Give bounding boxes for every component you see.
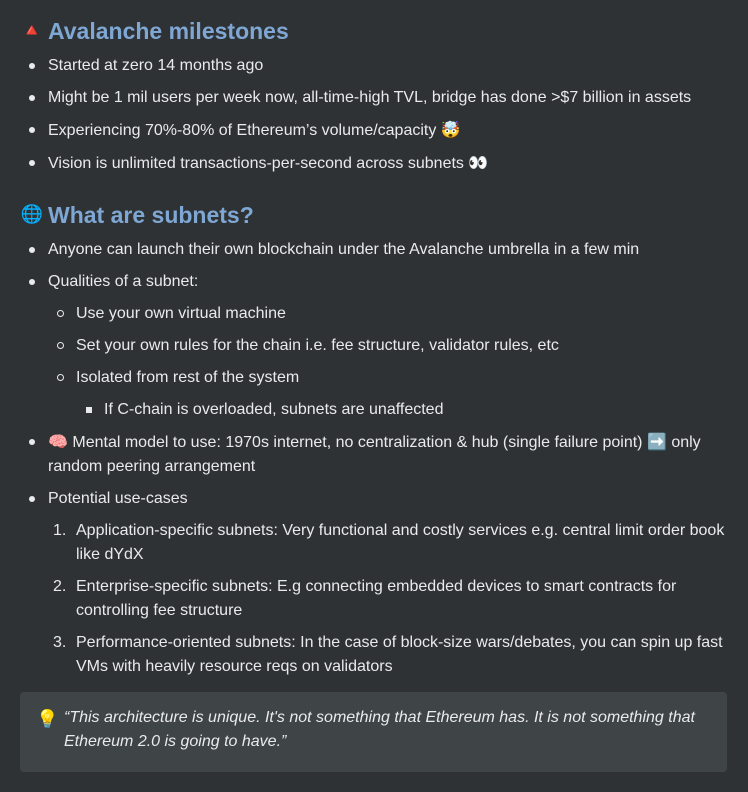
list-item-text: If C-chain is overloaded, subnets are unaffected	[104, 401, 444, 418]
use-cases-list	[48, 519, 728, 679]
bullet-circle	[57, 310, 64, 317]
list-item-text: Vision is unlimited transactions-per-second across subnets	[48, 155, 464, 172]
list-item-text: Performance-oriented subnets: In the case of block-size wars/debates, you can spin up fast VMs with heavily resource reqs on validators	[76, 634, 723, 675]
bullet-square	[86, 407, 92, 413]
list-item	[48, 519, 728, 567]
eyes-icon: 👀	[468, 153, 489, 172]
bullet-disc	[29, 247, 35, 253]
list-item-text: Potential use-cases	[48, 490, 188, 507]
list-item-text: Anyone can launch their own blockchain under the Avalanche umbrella in a few min	[48, 241, 640, 258]
list-item-text: Started at zero 14 months ago	[48, 57, 264, 74]
section-heading-milestones-text: Avalanche milestones	[48, 18, 289, 44]
right-arrow-icon: ➡️	[646, 432, 667, 451]
list-item	[48, 366, 728, 422]
list-number: 2.	[53, 578, 67, 595]
list-item	[20, 270, 728, 422]
list-item-text: Might be 1 mil users per week now, all-time-high TVL, bridge has done >$7 billion in assets	[48, 89, 692, 106]
section-heading-subnets-text: What are subnets?	[48, 202, 254, 228]
list-item	[48, 631, 728, 679]
bullet-disc	[29, 95, 35, 101]
exploding-head-icon: 🤯	[440, 120, 461, 139]
red-triangle-icon: 🔺	[20, 20, 44, 41]
list-item-text: Qualities of a subnet:	[48, 273, 199, 290]
list-item-text: only random peering arrangement	[48, 434, 701, 475]
bullet-circle	[57, 342, 64, 349]
list-item	[48, 334, 728, 358]
list-item	[20, 487, 728, 679]
list-item	[76, 398, 728, 422]
list-item	[20, 238, 728, 262]
section-heading-milestones	[20, 14, 728, 48]
bullet-disc	[29, 279, 35, 285]
subnets-list	[20, 238, 728, 679]
list-item-text: Enterprise-specific subnets: E.g connecting embedded devices to smart contracts for controlling fee structure	[76, 578, 677, 619]
bullet-disc	[29, 127, 35, 133]
isolated-sublist	[76, 398, 728, 422]
quote-callout	[20, 692, 727, 772]
list-item	[20, 86, 728, 110]
list-item-text: Experiencing 70%-80% of Ethereum’s volume/capacity	[48, 122, 437, 139]
list-item	[20, 54, 728, 78]
list-item	[48, 575, 728, 623]
list-number: 1.	[53, 522, 67, 539]
list-item-text: Application-specific subnets: Very functional and costly services e.g. central limit order book like dYdX	[76, 522, 725, 563]
list-item	[20, 430, 728, 479]
list-item-text: Use your own virtual machine	[76, 305, 286, 322]
list-item-text: Isolated from rest of the system	[76, 369, 300, 386]
section-what-are-subnets	[20, 198, 728, 679]
milestones-list	[20, 54, 728, 176]
globe-icon: 🌐	[20, 204, 44, 225]
bullet-disc	[29, 63, 35, 69]
bullet-circle	[57, 374, 64, 381]
list-item-text: Set your own rules for the chain i.e. fee structure, validator rules, etc	[76, 337, 559, 354]
list-item	[20, 118, 728, 143]
lightbulb-icon: 💡	[36, 709, 59, 730]
bullet-disc	[29, 496, 35, 502]
list-item-text: Mental model to use: 1970s internet, no centralization & hub (single failure point)	[72, 434, 643, 451]
list-item	[48, 302, 728, 326]
section-heading-subnets	[20, 198, 728, 232]
section-avalanche-milestones	[20, 14, 728, 176]
callout-quote: “This architecture is unique. It's not something that Ethereum has. It is not something that Ethereum 2.0 is going to have.”	[64, 709, 695, 750]
list-item	[20, 151, 728, 176]
bullet-disc	[29, 160, 35, 166]
brain-icon: 🧠	[48, 432, 68, 451]
qualities-list	[48, 302, 728, 422]
list-number: 3.	[53, 634, 67, 651]
bullet-disc	[29, 439, 35, 445]
